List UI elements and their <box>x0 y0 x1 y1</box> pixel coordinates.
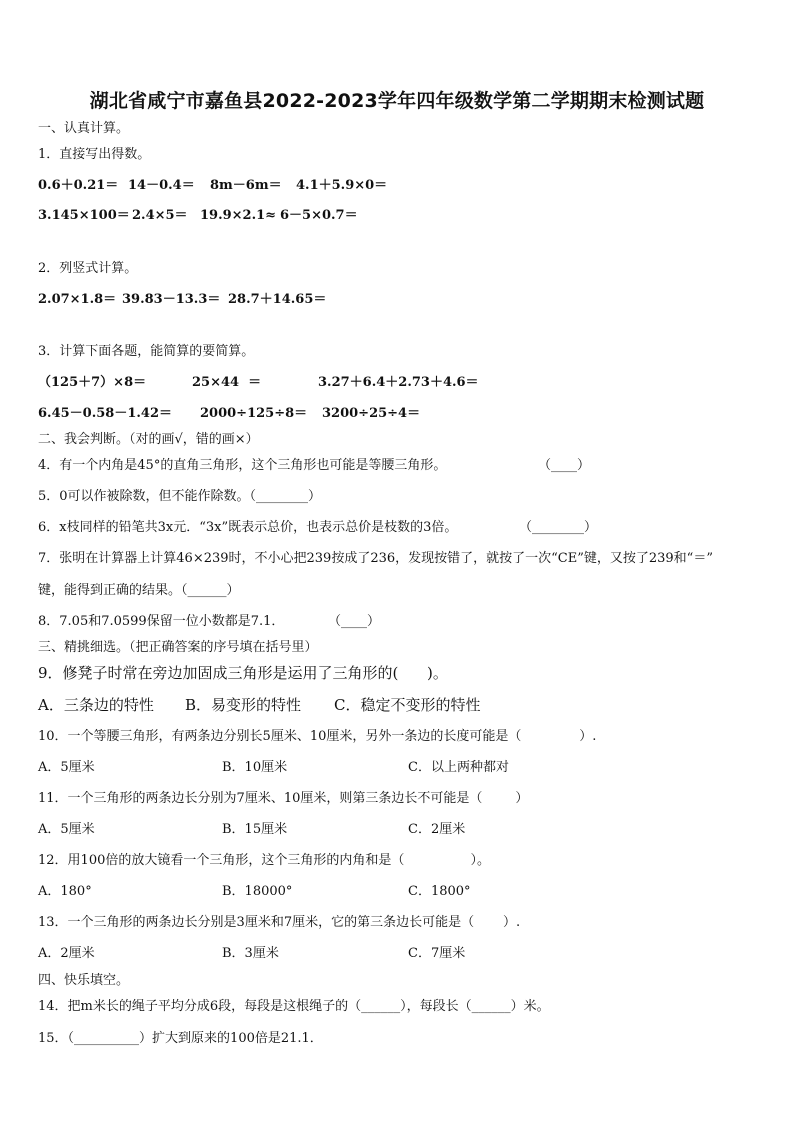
option-a: A．5厘米 <box>38 760 95 775</box>
option-a: A．2厘米 <box>38 946 95 961</box>
section-heading-2: 二、我会判断。（对的画√，错的画×） <box>38 432 259 447</box>
answer-blank[interactable]: （____） <box>328 614 381 629</box>
question-14: 14．把m米长的绳子平均分成6段，每段是这根绳子的（______），每段长（______）米。 <box>38 999 550 1014</box>
option-b: B．易变形的特性 <box>185 696 302 714</box>
option-b: B．10厘米 <box>222 760 288 775</box>
question-10: 10．一个等腰三角形，有两条边分别长5厘米、10厘米，另外一条边的长度可能是（ ）. <box>38 729 597 744</box>
option-c: C．1800° <box>408 884 471 899</box>
question-5: 5．0可以作被除数，但不能作除数。（________） <box>38 489 322 504</box>
q2-item: 39.83－13.3＝ <box>122 292 221 307</box>
question-12: 12．用100倍的放大镜看一个三角形，这个三角形的内角和是（ ）。 <box>38 853 490 868</box>
question-9: 9．修凳子时常在旁边加固成三角形是运用了三角形的( )。 <box>38 664 448 682</box>
q3-item: 25×44 ＝ <box>192 375 262 390</box>
q3-item: 6.45－0.58－1.42＝ <box>38 406 172 421</box>
q1-item: 8m－6m＝ <box>210 178 282 193</box>
question-4: 4．有一个内角是45°的直角三角形，这个三角形也可能是等腰三角形。 <box>38 458 447 473</box>
page-title: 湖北省咸宁市嘉鱼县2022-2023学年四年级数学第二学期期末检测试题 <box>89 90 705 112</box>
q1-item: 2.4×5＝ <box>132 208 188 223</box>
q2-item: 28.7＋14.65＝ <box>228 292 327 307</box>
question-2-label: 2．列竖式计算。 <box>38 261 138 276</box>
q3-item: （125＋7）×8＝ <box>38 375 147 390</box>
section-heading-1: 一、认真计算。 <box>38 121 130 136</box>
question-15: 15．（__________）扩大到原来的100倍是21.1． <box>38 1031 323 1046</box>
question-3-label: 3．计算下面各题，能简算的要简算。 <box>38 344 255 359</box>
answer-blank[interactable]: （________） <box>519 520 598 535</box>
option-a: A．180° <box>38 884 92 899</box>
q1-item: 19.9×2.1≈ <box>200 208 277 223</box>
q1-item: 14－0.4＝ <box>128 178 195 193</box>
question-11: 11．一个三角形的两条边长分别为7厘米、10厘米，则第三条边长不可能是（ ） <box>38 791 529 806</box>
section-heading-3: 三、精挑细选。（把正确答案的序号填在括号里） <box>38 640 318 655</box>
q1-item: 4.1＋5.9×0＝ <box>296 178 388 193</box>
q3-item: 3200÷25÷4＝ <box>322 406 421 421</box>
q1-item: 6－5×0.7＝ <box>280 208 358 223</box>
q1-item: 3.145×100＝ <box>38 208 130 223</box>
option-b: B．18000° <box>222 884 293 899</box>
q1-item: 0.6＋0.21＝ <box>38 178 119 193</box>
q2-item: 2.07×1.8＝ <box>38 292 117 307</box>
section-heading-4: 四、快乐填空。 <box>38 973 130 988</box>
option-c: C．稳定不变形的特性 <box>334 696 481 714</box>
option-b: B．3厘米 <box>222 946 279 961</box>
option-c: C．2厘米 <box>408 822 466 837</box>
option-a: A．5厘米 <box>38 822 95 837</box>
question-13: 13．一个三角形的两条边长分别是3厘米和7厘米，它的第三条边长可能是（ ）. <box>38 915 521 930</box>
question-1-label: 1．直接写出得数。 <box>38 147 151 162</box>
question-7-line-1: 7．张明在计算器上计算46×239时，不小心把239按成了236，发现按错了，就按了一次“CE”键，又按了239和“＝” <box>38 551 713 566</box>
option-a: A．三条边的特性 <box>38 696 154 714</box>
option-c: C．7厘米 <box>408 946 466 961</box>
question-8: 8．7.05和7.0599保留一位小数都是7.1． <box>38 614 285 629</box>
answer-blank[interactable]: （____） <box>538 458 591 473</box>
question-7-line-2: 键，能得到正确的结果。（______） <box>38 583 240 598</box>
q3-item: 3.27＋6.4＋2.73＋4.6＝ <box>318 375 479 390</box>
option-b: B．15厘米 <box>222 822 288 837</box>
q3-item: 2000÷125÷8＝ <box>200 406 308 421</box>
question-6: 6．x枝同样的铅笔共3x元．“3x”既表示总价，也表示总价是枝数的3倍。 <box>38 520 458 535</box>
option-c: C．以上两种都对 <box>408 760 509 775</box>
